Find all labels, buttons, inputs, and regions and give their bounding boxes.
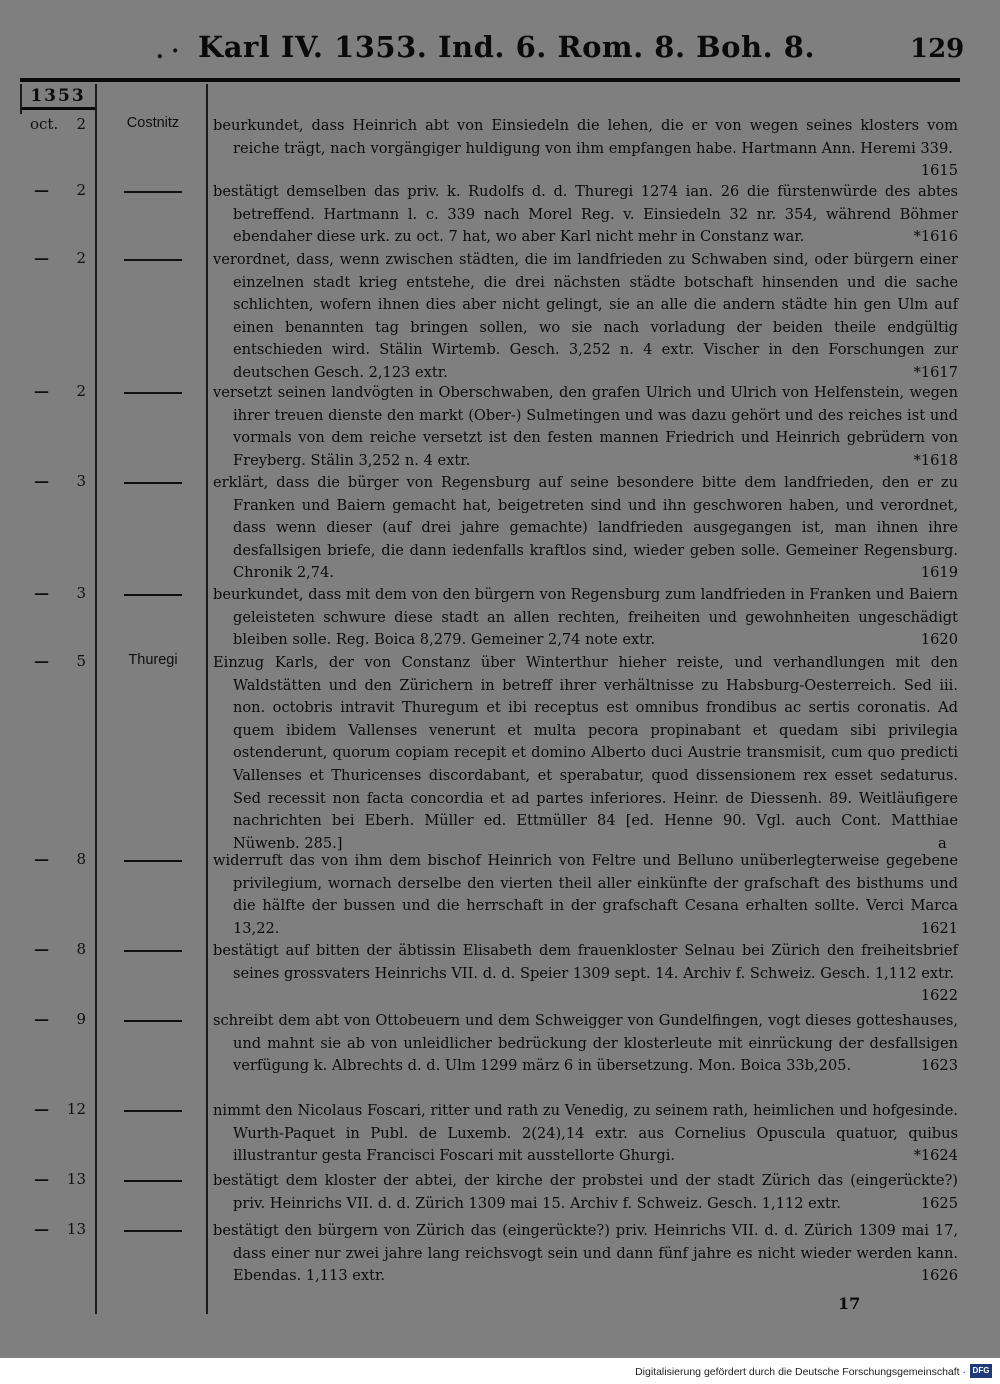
entry-day: 3: [76, 584, 86, 602]
entry-summary: Einzug Karls, der von Constanz über Winterthur hieher reiste, und verhandlungen mit den Waldstätten und den Zürichern in betreff ihrer verhältnisse zu Habsburg-Oesterreich. Sed iii. non. octobris intravit Thuregum et ibi receptus est omnibus frondibus ac sertis coronatis. Ad quem ibidem Vallenses venerunt et multa pecora propinabant et quedam sibi privilegia ostenderunt, quorum copiam recepit et domino Alberto duci Austrie transmisit, cum quo predicti Vallenses et Thuricenses discordabant, et sperabatur, quod dissensionem rex esset sedaturus. Sed recessit non facta concordia et ad partes inferiores. Heinr. de Diessenh. 89. Weitläufigere nachrichten bei Eberh. Müller ed. Ettmüller 84 [ed. Henne 90. Vgl. auch Cont. Matthiae Nüwenb. 285.]: [213, 654, 958, 852]
entry-day: 2: [76, 382, 86, 400]
entry-day: 8: [76, 850, 86, 868]
ditto-dash: —: [34, 382, 49, 400]
ditto-dash: —: [34, 940, 49, 958]
entry-day: 9: [76, 1010, 86, 1028]
entry-day: 13: [66, 1170, 86, 1188]
ditto-dash: —: [34, 472, 49, 490]
place-ditto-rule: [124, 482, 182, 484]
column-rule-place: [206, 84, 208, 1314]
ditto-dash: —: [34, 249, 49, 267]
entry-number: 1620: [920, 631, 958, 649]
entry-summary: beurkundet, dass mit dem von den bürgern von Regensburg zum landfrieden in Franken und Baiern geleisteten schwure diese stadt an allen rechten, freiheiten und gewohnheiten ungeschädigt bleiben solle. Reg. Boica 8,279. Gemeiner 2,74 note extr.: [213, 586, 958, 649]
place-ditto-rule: [124, 259, 182, 261]
entry-summary: schreibt dem abt von Ottobeuern und dem Schweigger von Gundelfingen, vogt dieses gotteshauses, und mahnt sie ab von unleidlicher bedrückung der klosterleute mit einrückung der desfallsigen verfügung k. Albrechts d. d. Ulm 1299 märz 6 in übersetzung. Mon. Boica 33b,205.: [213, 1012, 958, 1075]
place-ditto-rule: [124, 594, 182, 596]
entry-summary: bestätigt den bürgern von Zürich das (eingerückte?) priv. Heinrichs VII. d. d. Zürich 1309 mai 17, dass einer nur zwei jahre lang reichsvogt sein und dann fünf jahre es nicht wieder werden kann. Ebendas. 1,113 extr.: [213, 1222, 958, 1285]
entry-summary: beurkundet, dass Heinrich abt von Einsiedeln die lehen, die er von wegen seines klosters vom reiche trägt, nach vorgängiger huldigung von ihm empfangen habe. Hartmann Ann. Heremi 339.: [213, 117, 958, 157]
dfg-logo: DFG: [970, 1364, 992, 1378]
entry-summary: widerruft das von ihm dem bischof Heinrich von Feltre und Belluno unüberlegterweise gegebene privilegium, wornach derselbe den vierten theil aller einkünfte der grafschaft des bisthums und die hälfte der bussen und die herrschaft in der grafschaft Cesana erhalten sollte. Verci Marca 13,22.: [213, 852, 958, 937]
entry-day: 13: [66, 1220, 86, 1238]
entry-number: 1621: [920, 919, 958, 937]
ditto-dash: —: [34, 850, 49, 868]
entry-day: 5: [76, 652, 86, 670]
place-ditto-rule: [124, 392, 182, 394]
entry-number: *1617: [913, 363, 958, 381]
entry-summary: verordnet, dass, wenn zwischen städten, die im landfrieden zu Schwaben sind, oder bürgern einer einzelnen stadt krieg entstehe, die drei nächsten städte botschaft hinsenden und die sache schlichten, wofern ihnen dies aber nicht gelingt, sie an alle die andern städte hin gen Ulm auf einen benannten tag bringen sollen, wo sie nach vorladung der beiden theile endgültig entschieden wird. Stälin Wirtemb. Gesch. 3,252 n. 4 extr. Vischer in den Forschungen zur deutschen Gesch. 2,123 extr.: [213, 251, 958, 381]
entry-number: 1619: [920, 564, 958, 582]
entry-summary: versetzt seinen landvögten in Oberschwaben, den grafen Ulrich und Ulrich von Helfenstein, wegen ihrer treuen dienste den markt (Ober-) Sulmetingen und was dazu gehört und des reiches ist und vormals von dem reiche versetzt ist den festen mannen Friedrich und Heinrich gebrüdern von Freyberg. Stälin 3,252 n. 4 extr.: [213, 384, 958, 469]
entry-summary: nimmt den Nicolaus Foscari, ritter und rath zu Venedig, zu seinem rath, heimlichen und hofgesinde. Wurth-Paquet in Publ. de Luxemb. 2(24),14 extr. aus Cornelius Opuscula quatuor, quibus illustrantur gesta Francisci Foscari mit ausstellorte Ghurgi.: [213, 1102, 958, 1165]
entry-number: 1626: [920, 1267, 958, 1285]
ditto-dash: —: [34, 1220, 49, 1238]
signature-mark: 17: [838, 1294, 861, 1313]
place-ditto-rule: [124, 1110, 182, 1112]
funding-credit: Digitalisierung gefördert durch die Deutsche Forschungsgemeinschaft ·: [635, 1366, 966, 1378]
place-ditto-rule: [124, 950, 182, 952]
entry-text: [213, 850, 958, 940]
entry-number: 1615: [920, 162, 958, 180]
entry-place: Costnitz: [126, 115, 180, 131]
entry-number: *1624: [913, 1147, 958, 1165]
year-heading: 1353: [30, 86, 86, 106]
ditto-dash: —: [34, 1100, 49, 1118]
entry-text: [213, 115, 958, 183]
entry-day: 3: [76, 472, 86, 490]
entry-text: [213, 584, 958, 652]
entry-text: [213, 382, 958, 472]
entry-text: [213, 1170, 958, 1215]
place-ditto-rule: [124, 1020, 182, 1022]
entry-summary: bestätigt dem kloster der abtei, der kirche der probstei und der stadt Zürich das (eingerückte?) priv. Heinrichs VII. d. d. Zürich 1309 mai 15. Archiv f. Schweiz. Gesch. 1,112 extr.: [213, 1172, 958, 1212]
page-number: 129: [910, 34, 965, 64]
running-title: Karl IV. 1353. Ind. 6. Rom. 8. Boh. 8.: [198, 30, 816, 64]
column-rule-date: [95, 84, 97, 1314]
place-ditto-rule: [124, 191, 182, 193]
ditto-dash: —: [34, 1010, 49, 1028]
entry-number: *1616: [913, 228, 958, 246]
place-ditto-rule: [124, 1230, 182, 1232]
entry-number: 1623: [920, 1057, 958, 1075]
entry-summary: bestätigt auf bitten der äbtissin Elisabeth dem frauenkloster Selnau bei Zürich den freiheitsbrief seines grossvaters Heinrichs VII. d. d. Speier 1309 sept. 14. Archiv f. Schweiz. Gesch. 1,112 extr.: [213, 942, 958, 982]
entry-day: 12: [66, 1100, 86, 1118]
entry-number: *1618: [913, 451, 958, 469]
entry-text: [213, 940, 958, 1008]
entry-day: 8: [76, 940, 86, 958]
entry-number: 1622: [920, 987, 958, 1005]
entry-day: 2: [76, 181, 86, 199]
ditto-dash: —: [34, 1170, 49, 1188]
entry-summary: erklärt, dass die bürger von Regensburg auf seine besondere bitte dem landfrieden, den er zu Franken und Baiern gemacht hat, beigetreten sind und ihn geschworen haben, und verordnet, dass wenn dieser (auf drei jahre gemachte) landfrieden ausgegangen ist, man ihnen ihre desfallsigen briefe, die dann iedenfalls kraftlos sind, wieder geben solle. Gemeiner Regensburg. Chronik 2,74.: [213, 474, 958, 582]
header-rule: [20, 78, 960, 82]
entry-text: [213, 1010, 958, 1078]
entry-text: [213, 472, 958, 585]
year-rule: [20, 107, 96, 110]
ditto-dash: —: [34, 652, 49, 670]
entry-summary: bestätigt demselben das priv. k. Rudolfs d. d. Thuregi 1274 ian. 26 die fürstenwürde des abtes betreffend. Hartmann l. c. 339 nach Morel Reg. v. Einsiedeln 32 nr. 354, während Böhmer ebendaher diese urk. zu oct. 7 hat, wo aber Karl nicht mehr in Constanz war.: [213, 183, 958, 246]
entry-day: 2: [76, 115, 86, 133]
entry-place: Thuregi: [128, 652, 178, 668]
header-ornament: . ·: [156, 38, 179, 64]
ditto-dash: —: [34, 181, 49, 199]
entry-number: 1625: [920, 1194, 958, 1212]
place-ditto-rule: [124, 1180, 182, 1182]
entry-text: Einzug Karls, der von Constanz über Winterthur hieher reiste, und verhandlungen mit den Waldstätten und den Zürichern in betreff ihrer verhältnisse zu Habsburg-Oesterreich. Sed iii. non. octobris intravit Thuregum et ibi receptus est omnibus frondibus ac sertis coronatis. Ad quem ibidem Vallenses venerunt et multa pecora propinabant et quedam sibi privilegia ostenderunt, quorum copiam recepit et domino Alberto duci Austrie transmisit, cum quo predicti Vallenses et Thuricenses discordabant, et sperabatur, quod dissensionem rex esset sedaturus. Sed recessit non facta concordia et ad partes inferiores. Heinr. de Diessenh. 89. Weitläufigere nachrichten bei Eberh. Müller ed. Ettmüller 84 [ed. Henne 90. Vgl. auch Cont. Matthiae Nüwenb. 285.] a: [213, 654, 958, 852]
entry-text: [213, 249, 958, 385]
entry-month: oct.: [30, 115, 59, 133]
entry-text: [213, 1100, 958, 1168]
column-rule-left: [20, 84, 22, 114]
ditto-dash: —: [34, 584, 49, 602]
entry-text: [213, 181, 958, 249]
entry-text: [213, 1220, 958, 1288]
entry-day: 2: [76, 249, 86, 267]
place-ditto-rule: [124, 860, 182, 862]
